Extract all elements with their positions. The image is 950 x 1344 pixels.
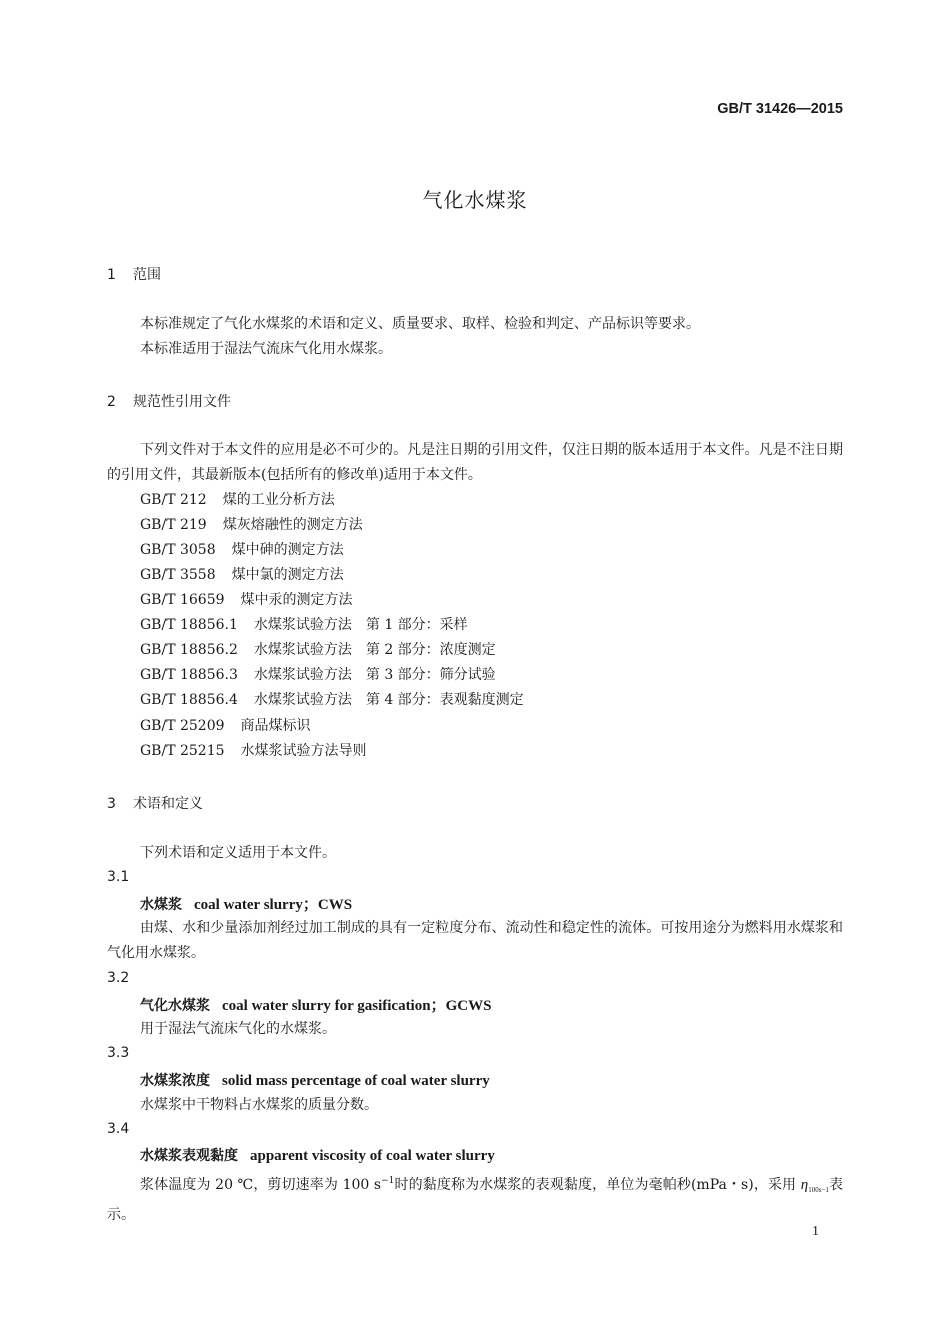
reference-title: 商品煤标识: [240, 718, 311, 734]
term-heading: [140, 893, 352, 914]
reference-item: [140, 563, 344, 588]
reference-title: 水煤浆试验方法导则: [240, 743, 367, 759]
term-heading: [140, 994, 491, 1015]
eta-subscript: 100s−1: [808, 1186, 829, 1194]
paragraph: 本标准适用于湿法气流床气化用水煤浆。: [140, 341, 392, 357]
reference-item: [140, 714, 311, 739]
reference-title: 煤中汞的测定方法: [240, 592, 353, 608]
reference-title: 水煤浆试验方法 第 4 部分：表观黏度测定: [253, 692, 524, 708]
reference-item: [140, 513, 363, 538]
section-title: 范围: [133, 267, 161, 283]
term-en: apparent viscosity of coal water slurry: [250, 1148, 495, 1164]
reference-code: GB/T 212: [140, 492, 207, 508]
reference-code: GB/T 219: [140, 517, 207, 533]
reference-item: [140, 613, 468, 638]
term-definition: [107, 1169, 843, 1228]
superscript: −1: [381, 1176, 395, 1186]
paragraph: 本标准规定了气化水煤浆的术语和定义、质量要求、取样、检验和判定、产品标识等要求。: [140, 316, 700, 332]
section-number: 3: [107, 796, 116, 812]
section-number: 1: [107, 267, 116, 283]
reference-title: 水煤浆试验方法 第 2 部分：浓度测定: [253, 642, 496, 658]
section-title: 规范性引用文件: [133, 394, 231, 410]
section-3-heading: [107, 793, 203, 813]
reference-item: [140, 663, 496, 688]
section-1-heading: [107, 264, 161, 284]
eta-letter: η: [800, 1177, 809, 1193]
term-en: solid mass percentage of coal water slurry: [222, 1073, 490, 1089]
section-2-heading: [107, 391, 231, 411]
definition-text: 表示。: [107, 1177, 843, 1223]
reference-title: 煤中氯的测定方法: [231, 567, 344, 583]
reference-code: GB/T 25215: [140, 743, 225, 759]
term-en: coal water slurry for gasification；GCWS: [222, 998, 492, 1014]
reference-title: 煤中砷的测定方法: [231, 542, 344, 558]
definition-text: 时的黏度称为水煤浆的表观黏度，单位为毫帕秒(mPa・s)，采用: [394, 1177, 801, 1193]
paragraph: 下列术语和定义适用于本文件。: [140, 845, 336, 861]
reference-item: [140, 538, 344, 563]
page-number: 1: [812, 1224, 819, 1239]
reference-title: 煤灰熔融性的测定方法: [222, 517, 363, 533]
reference-title: 水煤浆试验方法 第 3 部分：筛分试验: [253, 667, 496, 683]
definition-text: 浆体温度为 20 ℃，剪切速率为 100 s: [140, 1177, 382, 1193]
term-zh: 气化水煤浆: [140, 998, 210, 1014]
term-zh: 水煤浆: [140, 897, 182, 913]
reference-code: GB/T 18856.1: [140, 617, 238, 633]
reference-item: [140, 588, 353, 613]
term-heading: [140, 1145, 495, 1165]
reference-code: GB/T 18856.4: [140, 692, 238, 708]
term-number: 3.3: [107, 1045, 130, 1061]
reference-item: [140, 688, 524, 713]
reference-code: GB/T 18856.2: [140, 642, 238, 658]
term-number: 3.2: [107, 970, 130, 986]
term-number: 3.1: [107, 869, 130, 885]
term-zh: 水煤浆表观黏度: [140, 1148, 238, 1164]
term-number: 3.4: [107, 1121, 130, 1137]
reference-code: GB/T 3558: [140, 567, 216, 583]
standard-number: GB/T 31426—2015: [717, 101, 843, 117]
term-heading: [140, 1070, 490, 1090]
term-en: coal water slurry；CWS: [194, 897, 353, 913]
section-title: 术语和定义: [133, 796, 203, 812]
term-definition: 水煤浆中干物料占水煤浆的质量分数。: [140, 1097, 378, 1113]
paragraph: 下列文件对于本文件的应用是必不可少的。凡是注日期的引用文件，仅注日期的版本适用于本文件。凡是不注日期的引用文件，其最新版本(包括所有的修改单)适用于本文件。: [107, 442, 843, 483]
reference-title: 水煤浆试验方法 第 1 部分：采样: [253, 617, 468, 633]
reference-code: GB/T 16659: [140, 592, 225, 608]
reference-item: [140, 488, 335, 513]
term-definition: 用于湿法气流床气化的水煤浆。: [140, 1021, 336, 1037]
eta-symbol: [801, 1177, 829, 1193]
reference-item: [140, 638, 496, 663]
reference-code: GB/T 25209: [140, 718, 225, 734]
reference-code: GB/T 3058: [140, 542, 216, 558]
document-title: 气化水煤浆: [422, 188, 528, 212]
term-definition: 由煤、水和少量添加剂经过加工制成的具有一定粒度分布、流动性和稳定性的流体。可按用途分为燃料用水煤浆和气化用水煤浆。: [107, 920, 843, 961]
reference-item: [140, 739, 367, 764]
section-number: 2: [107, 394, 116, 410]
term-zh: 水煤浆浓度: [140, 1073, 210, 1089]
reference-code: GB/T 18856.3: [140, 667, 238, 683]
reference-title: 煤的工业分析方法: [222, 492, 335, 508]
